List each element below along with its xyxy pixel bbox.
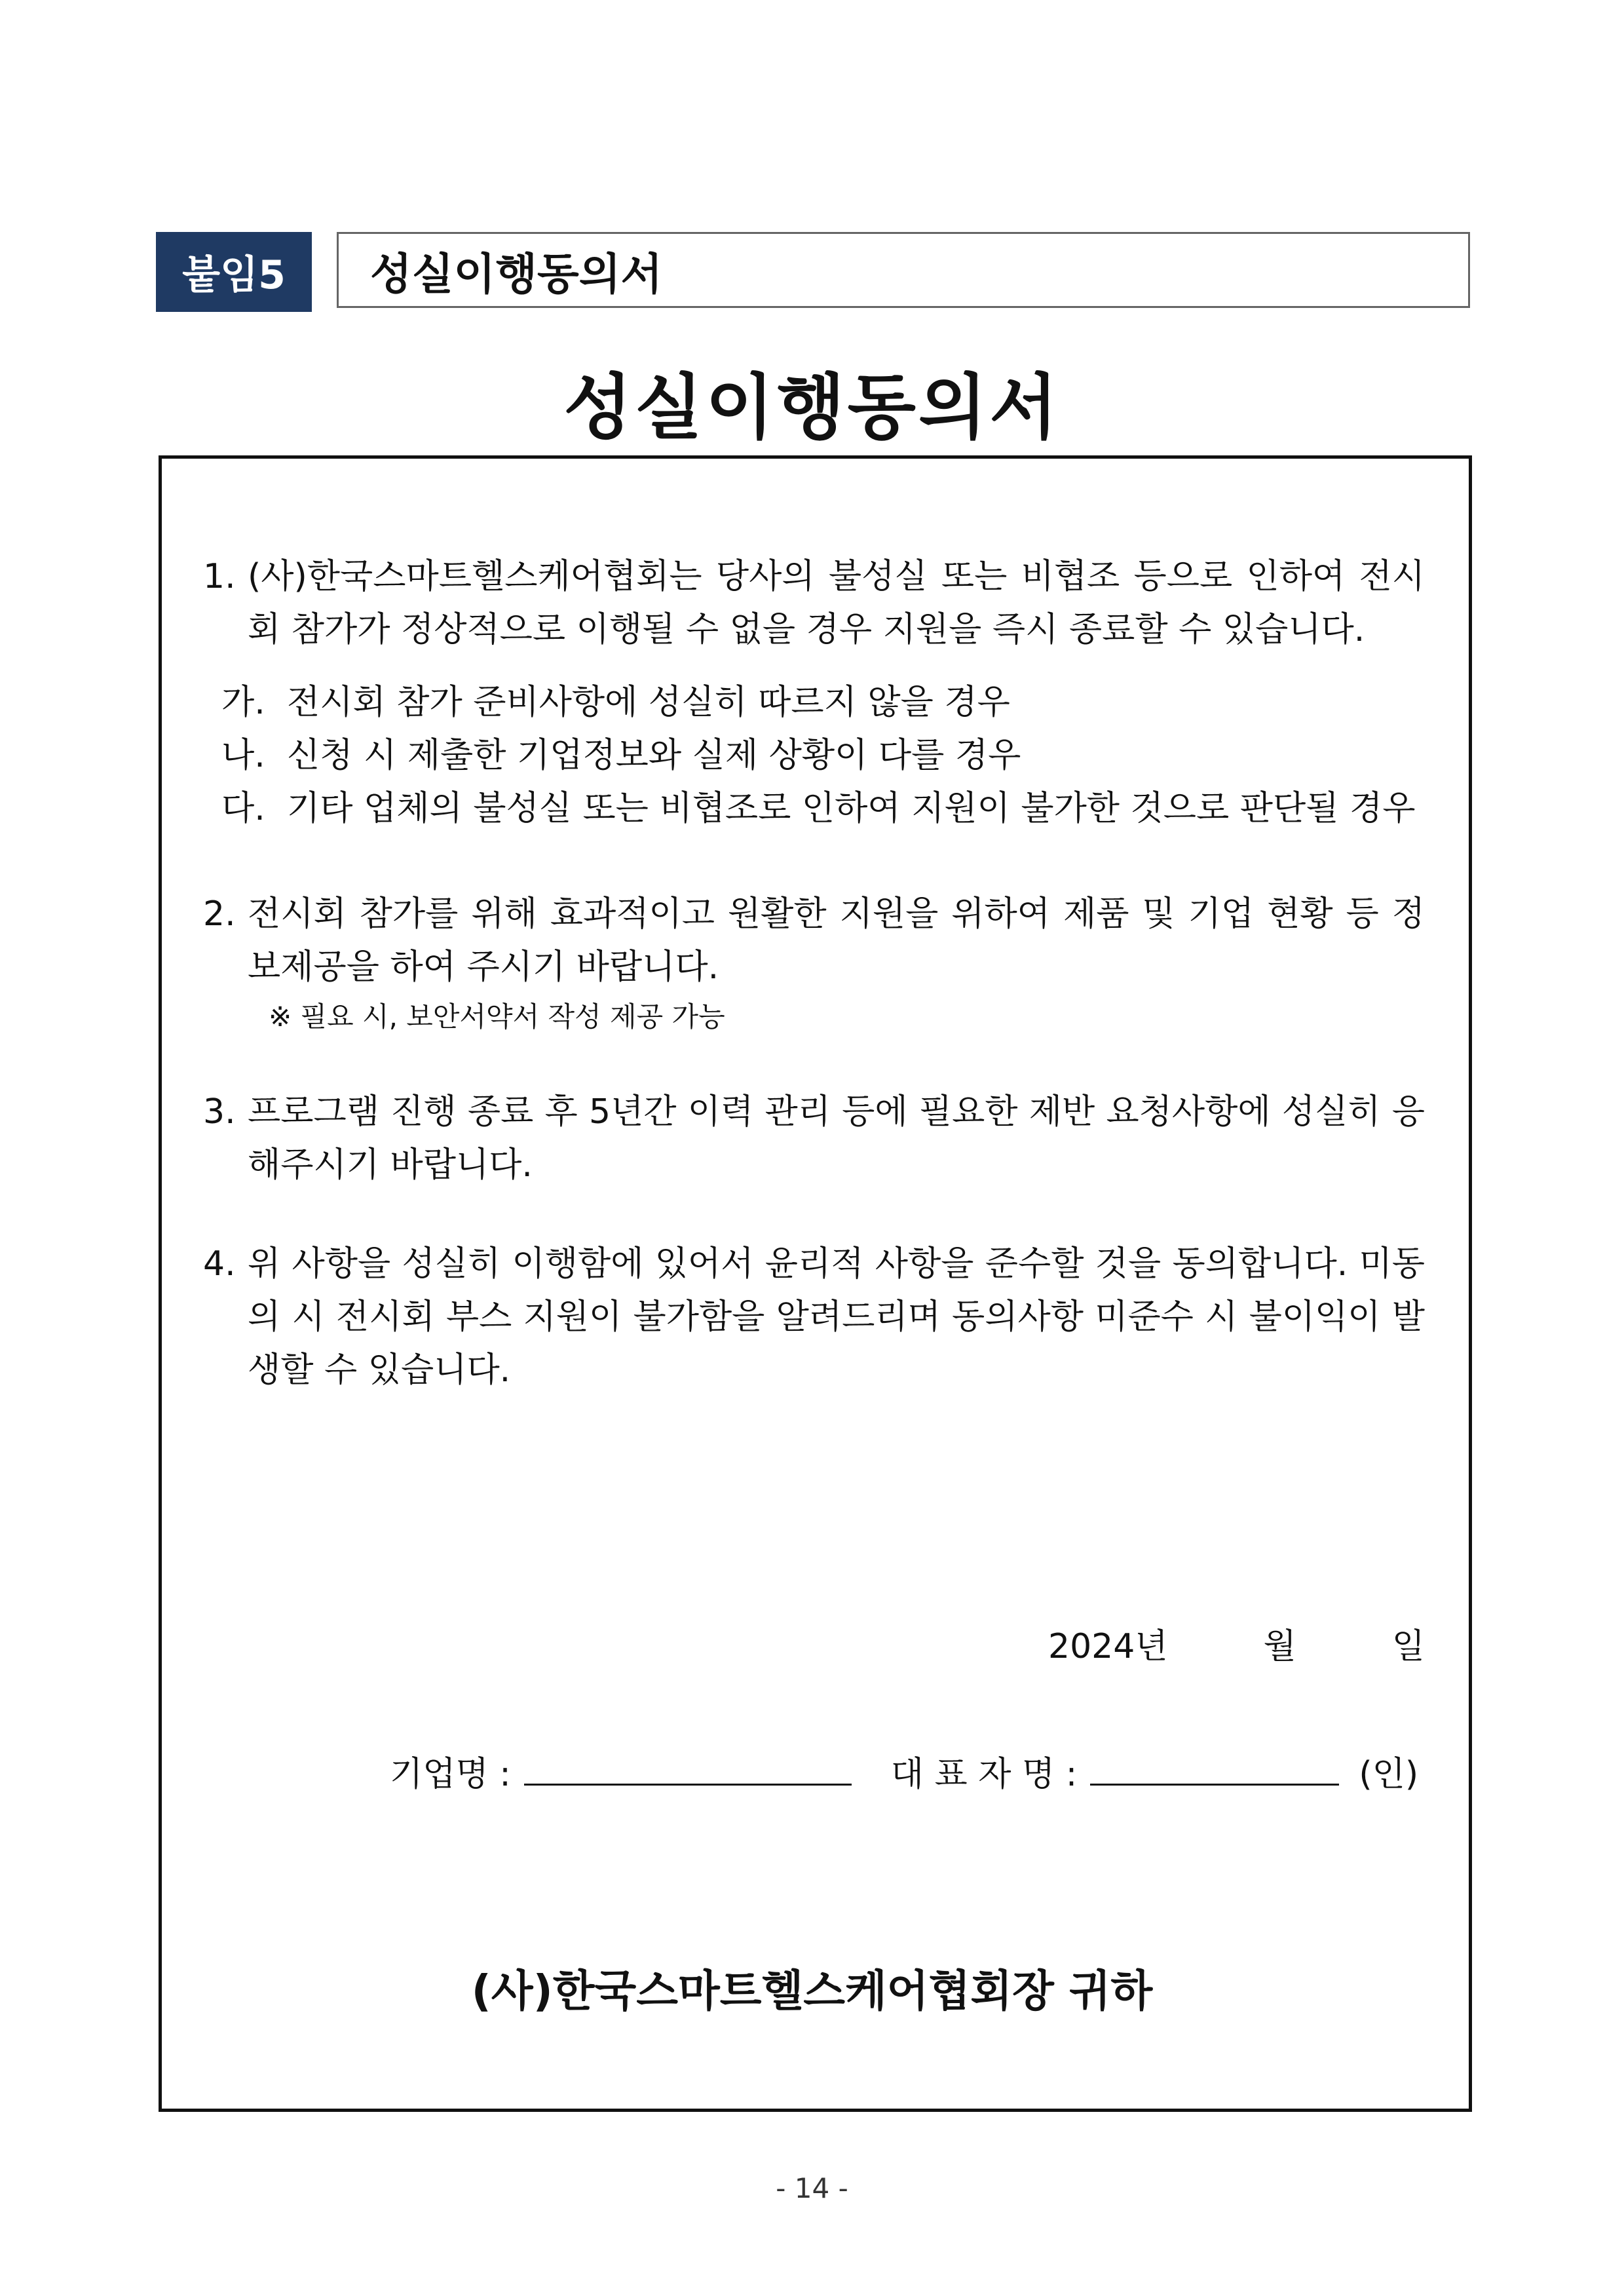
- sub-item-text: 전시회 참가 준비사항에 성실히 따르지 않을 경우: [287, 683, 1010, 722]
- representative-name-label: 대 표 자 명 :: [890, 1755, 1078, 1794]
- page-number: - 14 -: [776, 2172, 848, 2204]
- attachment-header: [156, 232, 1474, 312]
- company-name-label: 기업명 :: [390, 1755, 511, 1794]
- seal-mark: (인): [1359, 1755, 1419, 1794]
- date-year: 2024년: [1048, 1627, 1168, 1666]
- recipient-line: (사)한국스마트헬스케어협회장 귀하: [471, 1966, 1153, 2016]
- sub-item-text: 기타 업체의 불성실 또는 비협조로 인하여 지원이 불가한 것으로 판단될 경우: [287, 789, 1416, 828]
- item-number: 3.: [203, 1092, 236, 1132]
- date-day: 일: [1391, 1627, 1425, 1666]
- item-text: 위 사항을 성실히 이행함에 있어서 윤리적 사항을 준수할 것을 동의합니다. 미동의 시 전시회 부스 지원이 불가함을 알려드리며 동의사항 미준수 시 불이익이 발생할 수 있습니다.: [248, 1244, 1425, 1390]
- sub-item-ga: [203, 676, 1425, 729]
- agreement-item-4: [203, 1238, 1425, 1397]
- item-number: 4.: [203, 1244, 236, 1284]
- attachment-badge: 붙임5: [156, 232, 312, 312]
- header-title: 성실이행동의서: [337, 232, 1470, 308]
- sub-item-number: 가.: [221, 683, 265, 722]
- item-number: 2.: [203, 894, 236, 934]
- sub-item-number: 나.: [221, 736, 265, 775]
- document-title: 성실이행동의서: [563, 367, 1061, 449]
- sub-item-na: [203, 729, 1425, 782]
- company-name-blank[interactable]: [524, 1750, 852, 1786]
- date-line: [1048, 1618, 1425, 1668]
- date-month: 월: [1263, 1627, 1296, 1666]
- sub-item-text: 신청 시 제출한 기업정보와 실제 상황이 다를 경우: [287, 736, 1021, 775]
- agreement-content: [203, 550, 1425, 1397]
- item-text: (사)한국스마트헬스케어협회는 당사의 불성실 또는 비협조 등으로 인하여 전시회 참가가 정상적으로 이행될 수 없을 경우 지원을 즉시 종료할 수 있습니다.: [248, 557, 1425, 649]
- agreement-item-3: [203, 1086, 1425, 1192]
- sub-item-number: 다.: [221, 789, 265, 828]
- sub-item-da: [203, 782, 1425, 835]
- agreement-item-1: [203, 550, 1425, 657]
- item-text: 전시회 참가를 위해 효과적이고 원활한 지원을 위하여 제품 및 기업 현황 등 정보제공을 하여 주시기 바랍니다.: [248, 894, 1425, 987]
- item-number: 1.: [203, 557, 236, 596]
- representative-name-blank[interactable]: [1090, 1750, 1339, 1786]
- agreement-item-2: [203, 888, 1425, 994]
- item-text: 프로그램 진행 종료 후 5년간 이력 관리 등에 필요한 제반 요청사항에 성실히 응해주시기 바랍니다.: [248, 1092, 1425, 1185]
- signature-line: [390, 1746, 1425, 1795]
- security-note: ※ 필요 시, 보안서약서 작성 제공 가능: [269, 1001, 725, 1033]
